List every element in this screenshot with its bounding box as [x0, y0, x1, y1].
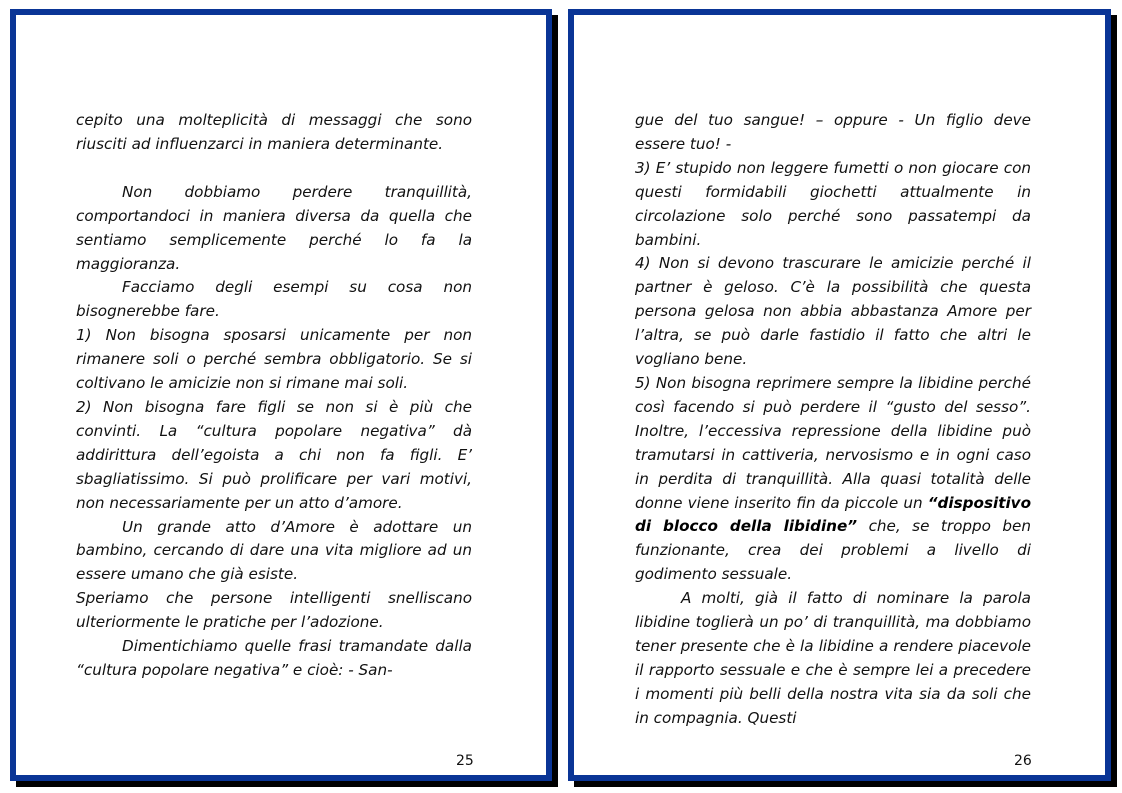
list-item [635, 372, 1031, 587]
page-number: 25 [456, 753, 474, 769]
paragraph: Un grande atto d’Amore è adottare un bambino, cercando di dare una vita migliore ad un essere umano che già esiste. [76, 517, 472, 584]
paragraph: gue del tuo sangue! – oppure - Un figlio deve essere tuo! - [635, 111, 1031, 153]
page-26 [568, 9, 1111, 781]
page-26-text [635, 109, 1031, 731]
paragraph-gap [76, 157, 472, 181]
list-item-text: 5) Non bisogna reprimere sempre la libidine perché così facendo si può perdere il “gusto del sesso”. Inoltre, l’eccessiva repressione della libidine può tramutarsi in cattiveria, nervosismo e in ogni caso in perdita di tranquillità. Alla quasi totalità delle donne viene inserito fin da piccole un [635, 373, 1031, 512]
list-item: 3) E’ stupido non leggere fumetti o non giocare con questi formidabili giochetti attualmente in circolazione solo perché sono passatempi da bambini. [635, 158, 1031, 249]
page-25-text [76, 109, 472, 683]
list-item: 1) Non bisogna sposarsi unicamente per non rimanere soli o perché sembra obbligatorio. Se si coltivano le amicizie non si rimane mai soli. [76, 326, 472, 393]
list-item-text-end: che, se troppo ben funzionante, crea dei problemi a livello di godimento sessuale. [635, 517, 1032, 584]
list-item: 2) Non bisogna fare figli se non si è più che convinti. La “cultura popolare negativa” dà addirittura dell’egoista a chi non fa figli. E’ sbagliatissimo. Si può prolificare per vari motivi, non necessariamente per un atto d’amore. [76, 397, 472, 512]
page-25 [10, 9, 552, 781]
paragraph: A molti, già il fatto di nominare la parola libidine toglierà un po’ di tranquillità, ma dobbiamo tener presente che è la libidine a rendere piacevole il rapporto sessuale e che è sempre lei a precedere i momenti più belli della nostra vita sia da soli che in compagnia. Questi [635, 589, 1031, 727]
paragraph: Facciamo degli esempi su cosa non bisognerebbe fare. [76, 278, 472, 321]
paragraph: cepito una molteplicità di messaggi che sono riusciti ad influenzarci in maniera determinante. [76, 111, 472, 153]
paragraph: Non dobbiamo perdere tranquillità, comportandoci in maniera diversa da quella che sentiamo semplicemente perché lo fa la maggioranza. [76, 182, 472, 273]
list-item: 4) Non si devono trascurare le amicizie perché il partner è geloso. C’è la possibilità che questa persona gelosa non abbia abbastanza Amore per l’altra, se può darle fastidio il fatto che altri le vogliano bene. [635, 254, 1031, 369]
emphasized-phrase: “dispositivo di blocco della libidine” [635, 493, 1031, 536]
page-number: 26 [1014, 753, 1032, 769]
paragraph: Dimentichiamo quelle frasi tramandate dalla “cultura popolare negativa” e cioè: - San- [76, 637, 472, 679]
paragraph: Speriamo che persone intelligenti snelliscano ulteriormente le pratiche per l’adozione. [76, 589, 472, 632]
